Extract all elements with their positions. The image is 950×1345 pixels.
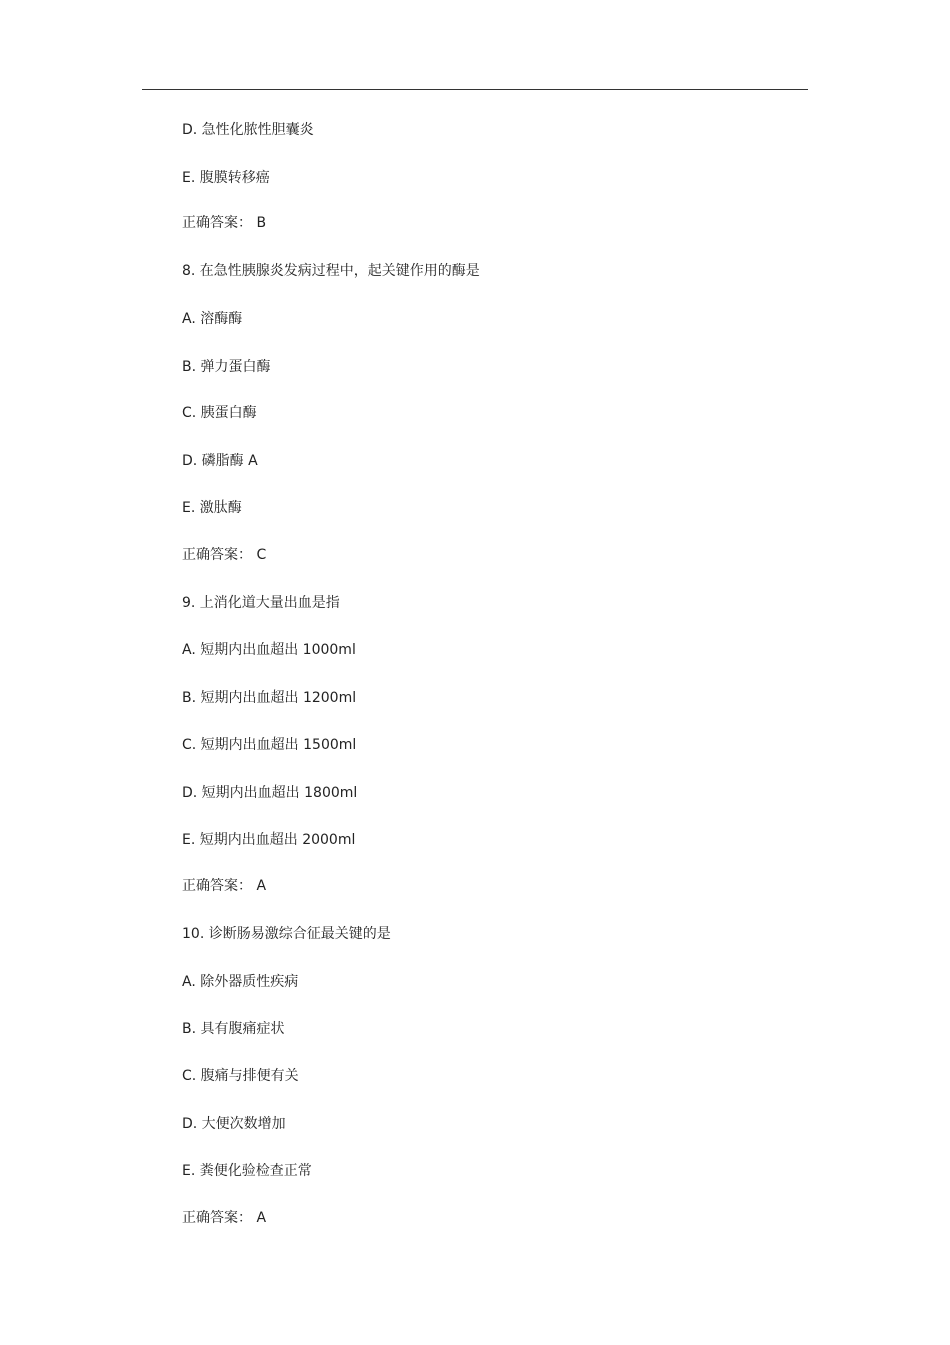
answer-q7: 正确答案： B [182, 215, 267, 231]
option-d-q7: D. 急性化脓性胆囊炎 [182, 122, 314, 138]
option-e-q7: E. 腹膜转移癌 [182, 170, 270, 186]
option-e-q8: E. 激肽酶 [182, 500, 242, 516]
option-b-q10: B. 具有腹痛症状 [182, 1021, 285, 1037]
option-d-q10: D. 大便次数增加 [182, 1116, 286, 1132]
option-c-q10: C. 腹痛与排便有关 [182, 1068, 299, 1084]
answer-q9: 正确答案： A [182, 878, 267, 894]
option-e-q10: E. 粪便化验检查正常 [182, 1163, 312, 1179]
option-a-q9: A. 短期内出血超出 1000ml [182, 642, 356, 658]
question-8: 8. 在急性胰腺炎发病过程中，起关键作用的酶是 [182, 263, 480, 279]
option-e-q9: E. 短期内出血超出 2000ml [182, 832, 356, 848]
question-10: 10. 诊断肠易激综合征最关键的是 [182, 926, 391, 942]
question-9: 9. 上消化道大量出血是指 [182, 595, 340, 611]
option-a-q8: A. 溶酶酶 [182, 311, 243, 327]
answer-q10: 正确答案： A [182, 1210, 267, 1226]
top-divider [142, 89, 808, 90]
option-d-q9: D. 短期内出血超出 1800ml [182, 785, 358, 801]
option-a-q10: A. 除外器质性疾病 [182, 974, 299, 990]
option-c-q8: C. 胰蛋白酶 [182, 405, 257, 421]
option-b-q8: B. 弹力蛋白酶 [182, 359, 271, 375]
answer-q8: 正确答案： C [182, 547, 267, 563]
option-d-q8: D. 磷脂酶 A [182, 453, 258, 469]
option-b-q9: B. 短期内出血超出 1200ml [182, 690, 357, 706]
option-c-q9: C. 短期内出血超出 1500ml [182, 737, 357, 753]
